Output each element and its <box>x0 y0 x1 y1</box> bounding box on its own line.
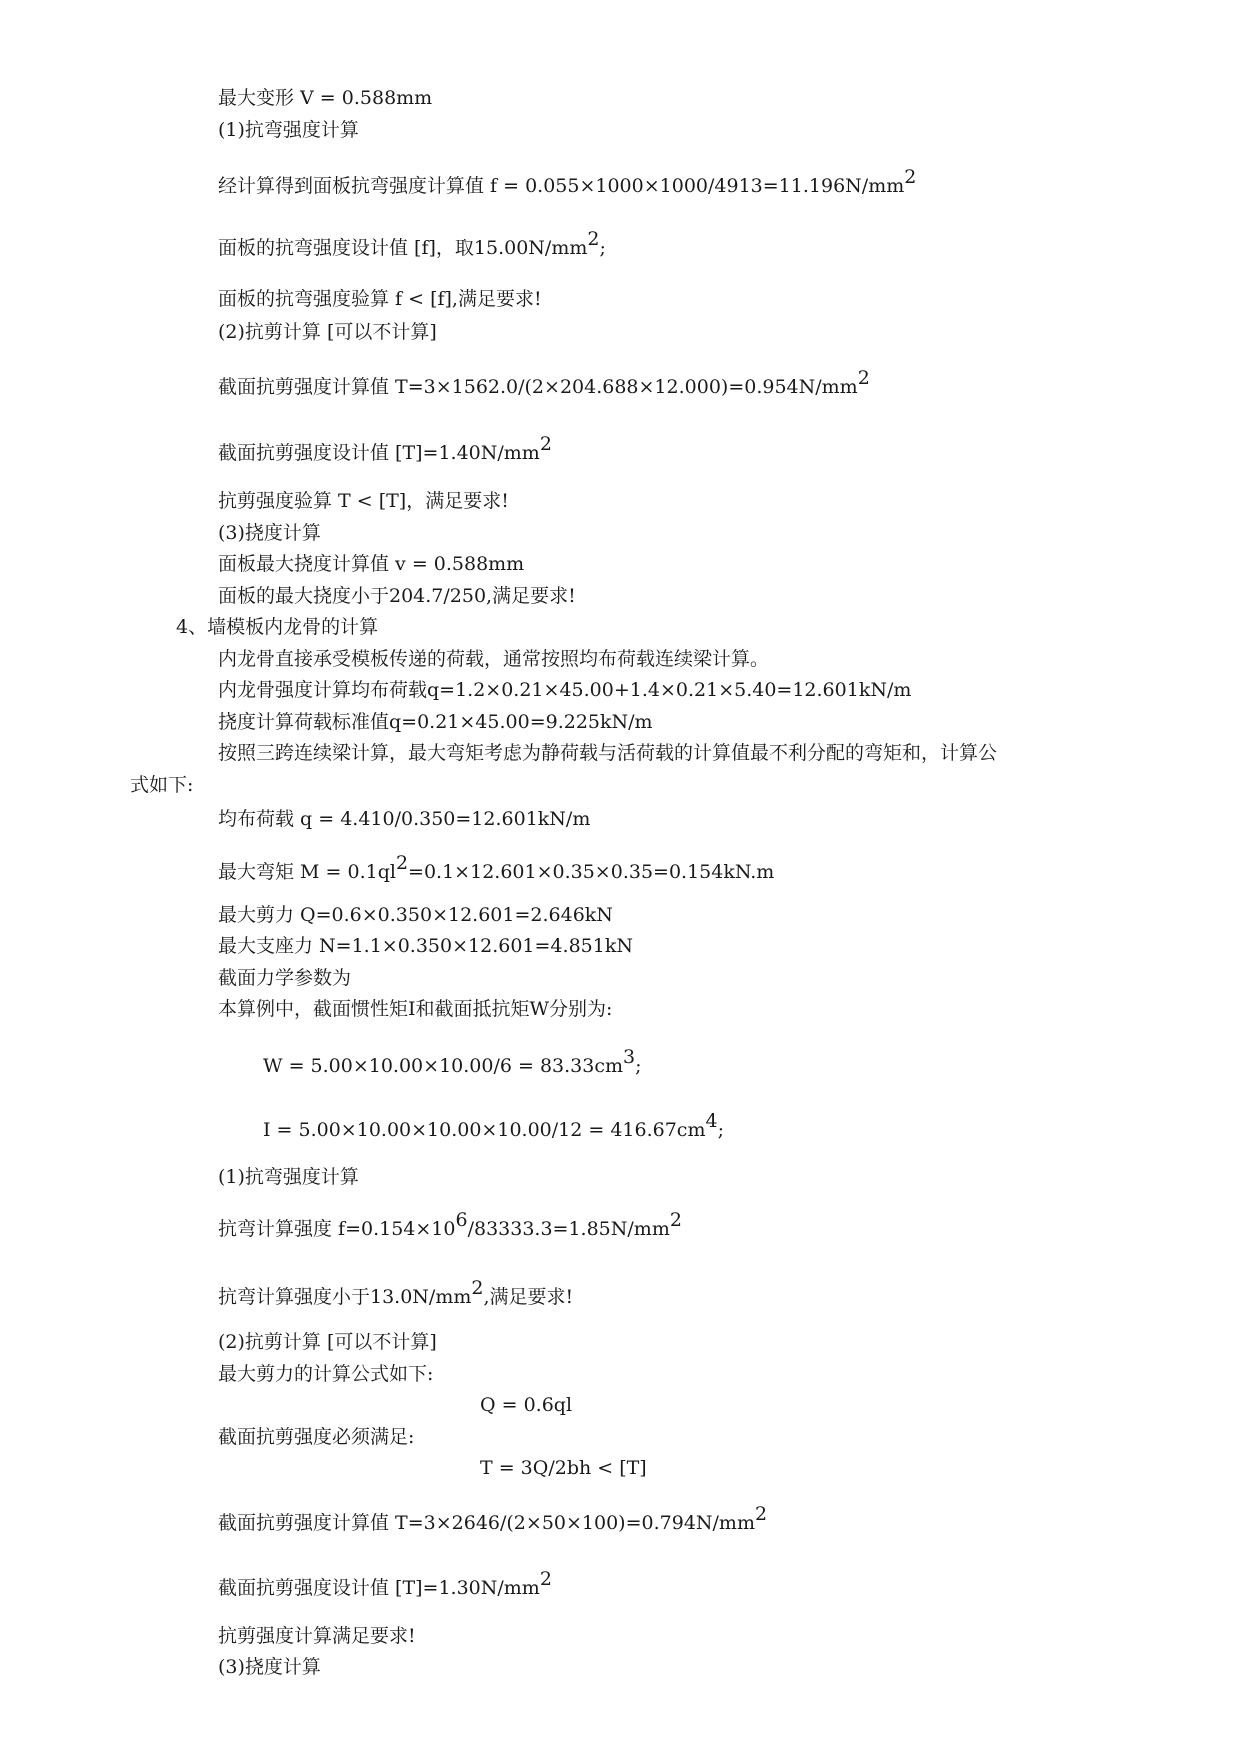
section-modulus-formula: $W = 5.00\times 10.00\times 10.00/6 = 83.33cm^3$; <box>263 1046 642 1077</box>
panel-bending-calc-value: 经计算得到面板抗弯强度计算值 $f = 0.055\times 1000\times 1000/4913=11.196N/mm^2$ <box>218 166 917 197</box>
heading-shear-calc-2: (2)抗剪计算 [可以不计算] <box>218 1331 437 1353</box>
uniform-load: 均布荷载 q = 4.410/0.350=12.601kN/m <box>218 808 591 830</box>
three-span-description: 按照三跨连续梁计算，最大弯矩考虑为静荷载与活荷载的计算值最不利分配的弯矩和，计算公 <box>218 742 998 764</box>
panel-bending-design-value: 面板的抗弯强度设计值 [f]，取$15.00N/mm^2$; <box>218 228 606 259</box>
moment-of-inertia-formula: $I = 5.00\times 10.00\times 10.00\times 10.00/12 = 416.67cm^4$; <box>263 1110 724 1141</box>
shear-check: 抗剪强度验算 T < [T]，满足要求! <box>218 490 509 512</box>
max-shear-formula-intro: 最大剪力的计算公式如下: <box>218 1363 434 1385</box>
shear-requirement-intro: 截面抗剪强度必须满足: <box>218 1426 415 1448</box>
max-deformation: 最大变形 V = 0.588mm <box>218 87 433 109</box>
panel-deflection-check: 面板的最大挠度小于204.7/250,满足要求! <box>218 585 576 607</box>
bending-strength-value: 抗弯计算强度 $f=0.154\times 10^6/83333.3=1.85N/mm^2$ <box>218 1209 682 1240</box>
section-parameters-heading: 截面力学参数为 <box>218 967 352 989</box>
heading-deflection-2: (3)挠度计算 <box>218 1656 321 1678</box>
panel-max-deflection: 面板最大挠度计算值 v = 0.588mm <box>218 553 525 575</box>
section-heading: 4、墙模板内龙骨的计算 <box>176 616 379 638</box>
bending-strength-check: 抗弯计算强度小于$13.0N/mm^2$,满足要求! <box>218 1277 574 1308</box>
section-shear-calc-value-2: 截面抗剪强度计算值 $T=3\times 2646/(2\times 50\times 100)=0.794N/mm^2$ <box>218 1503 768 1534</box>
three-span-description-cont: 式如下: <box>130 774 194 796</box>
heading-deflection: (3)挠度计算 <box>218 522 321 544</box>
heading-shear-calc: (2)抗剪计算 [可以不计算] <box>218 321 437 343</box>
section-shear-design-value: 截面抗剪强度设计值 $[T]=1.40N/mm^2$ <box>218 433 552 464</box>
section-parameters-intro: 本算例中，截面惯性矩I和截面抵抗矩W分别为: <box>218 998 613 1020</box>
panel-bending-check: 面板的抗弯强度验算 f < [f],满足要求! <box>218 288 542 310</box>
section-shear-design-value-2: 截面抗剪强度设计值 $[T]=1.30N/mm^2$ <box>218 1568 552 1599</box>
heading-bending-strength-2: (1)抗弯强度计算 <box>218 1166 359 1188</box>
section-shear-calc-value: 截面抗剪强度计算值 $T=3\times 1562.0/(2\times 204.688\times 12.000)=0.954N/mm^2$ <box>218 367 870 398</box>
max-shear-formula: Q = 0.6ql <box>480 1394 573 1416</box>
inner-keel-uniform-load: 内龙骨强度计算均布荷载q=1.2×0.21×45.00+1.4×0.21×5.40=12.601kN/m <box>218 679 912 701</box>
deflection-standard-load: 挠度计算荷载标准值q=0.21×45.00=9.225kN/m <box>218 711 653 733</box>
max-support-force: 最大支座力 N=1.1×0.350×12.601=4.851kN <box>218 935 633 957</box>
max-shear-force: 最大剪力 Q=0.6×0.350×12.601=2.646kN <box>218 904 613 926</box>
shear-requirement-formula: T = 3Q/2bh < [T] <box>480 1457 647 1479</box>
shear-check-2: 抗剪强度计算满足要求! <box>218 1625 416 1647</box>
inner-keel-description: 内龙骨直接承受模板传递的荷载，通常按照均布荷载连续梁计算。 <box>218 648 770 670</box>
max-moment: 最大弯矩 $M = 0.1ql^2=0.1\times 12.601\times 0.35\times 0.35=0.154kN.m$ <box>218 852 775 883</box>
heading-bending-strength: (1)抗弯强度计算 <box>218 119 359 141</box>
